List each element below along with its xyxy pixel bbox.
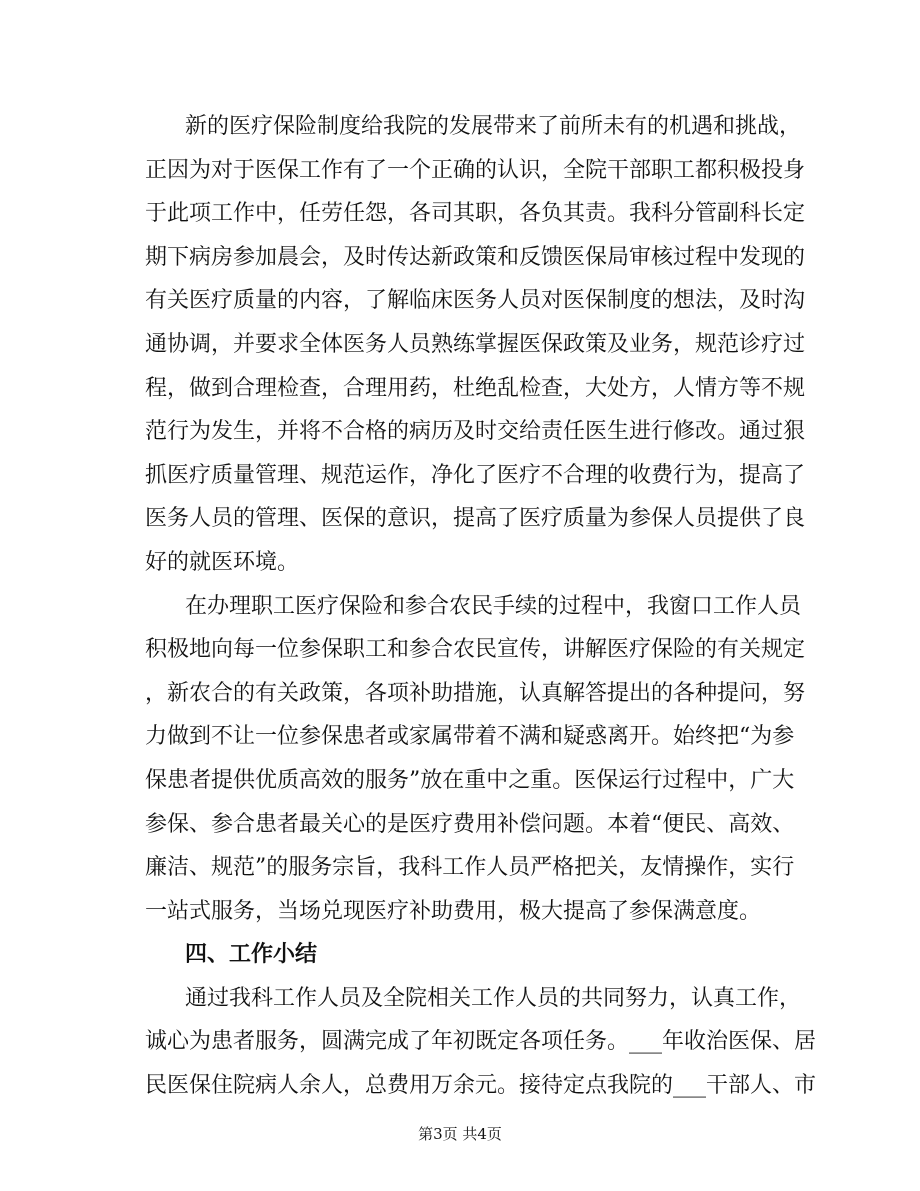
paragraph-1-line-6: 通协调，并要求全体医务人员熟练掌握医保政策及业务，规范诊疗过 xyxy=(145,331,806,357)
paragraph-2-line-2: 积极地向每一位参保职工和参合农民宣传，讲解医疗保险的有关规定 xyxy=(145,637,806,663)
paragraph-1-line-10: 医务人员的管理、医保的意识，提高了医疗质量为参保人员提供了良 xyxy=(145,506,806,532)
paragraph-1-line-11: 好的就医环境。 xyxy=(145,549,300,575)
paragraph-1-line-4: 期下病房参加晨会，及时传达新政策和反馈医保局审核过程中发现的 xyxy=(145,244,806,270)
paragraph-3-line-1: 通过我科工作人员及全院相关工作人员的共同努力，认真工作， xyxy=(185,985,802,1011)
paragraph-2-line-7: 廉洁、规范”的服务宗旨，我科工作人员严格把关，友情操作，实行 xyxy=(145,855,795,881)
paragraph-1-line-1: 新的医疗保险制度给我院的发展带来了前所未有的机遇和挑战， xyxy=(185,114,802,139)
paragraph-3-line-3: 民医保住院病人余人，总费用万余元。接待定点我院的___干部人、市 xyxy=(145,1073,817,1099)
document-body xyxy=(145,105,817,1108)
paragraph-2-line-4: 力做到不让一位参保患者或家属带着不满和疑惑离开。始终把“为参 xyxy=(145,724,795,750)
paragraph-1-line-5: 有关医疗质量的内容，了解临床医务人员对医保制度的想法，及时沟 xyxy=(145,288,806,314)
paragraph-1-line-8: 范行为发生，并将不合格的病历及时交给责任医生进行修改。通过狠 xyxy=(145,419,806,445)
paragraph-1-line-3: 于此项工作中，任劳任怨，各司其职，各负其责。我科分管副科长定 xyxy=(145,201,806,227)
paragraph-1-line-7: 程，做到合理检查，合理用药，杜绝乱检查，大处方，人情方等不规 xyxy=(145,375,806,401)
paragraph-2-line-1: 在办理职工医疗保险和参合农民手续的过程中，我窗口工作人员 xyxy=(185,593,802,619)
paragraph-1-line-2: 正因为对于医保工作有了一个正确的认识，全院干部职工都积极投身 xyxy=(145,157,806,183)
paragraph-2-line-3: ，新农合的有关政策，各项补助措施，认真解答提出的各种提问，努 xyxy=(145,680,806,706)
paragraph-1-line-9: 抓医疗质量管理、规范运作，净化了医疗不合理的收费行为，提高了 xyxy=(145,462,806,488)
paragraph-3-line-2: 诚心为患者服务，圆满完成了年初既定各项任务。___年收治医保、居 xyxy=(145,1029,817,1055)
paragraph-2-line-8: 一站式服务，当场兑现医疗补助费用，极大提高了参保满意度。 xyxy=(145,898,762,924)
paragraph-2-line-6: 参保、参合患者最关心的是医疗费用补偿问题。本着“便民、高效、 xyxy=(145,811,795,837)
page-number-footer: 第3页 共4页 xyxy=(418,1125,502,1143)
paragraph-2-line-5: 保患者提供优质高效的服务”放在重中之重。医保运行过程中，广大 xyxy=(145,767,795,793)
section-heading: 四、工作小结 xyxy=(185,941,318,968)
